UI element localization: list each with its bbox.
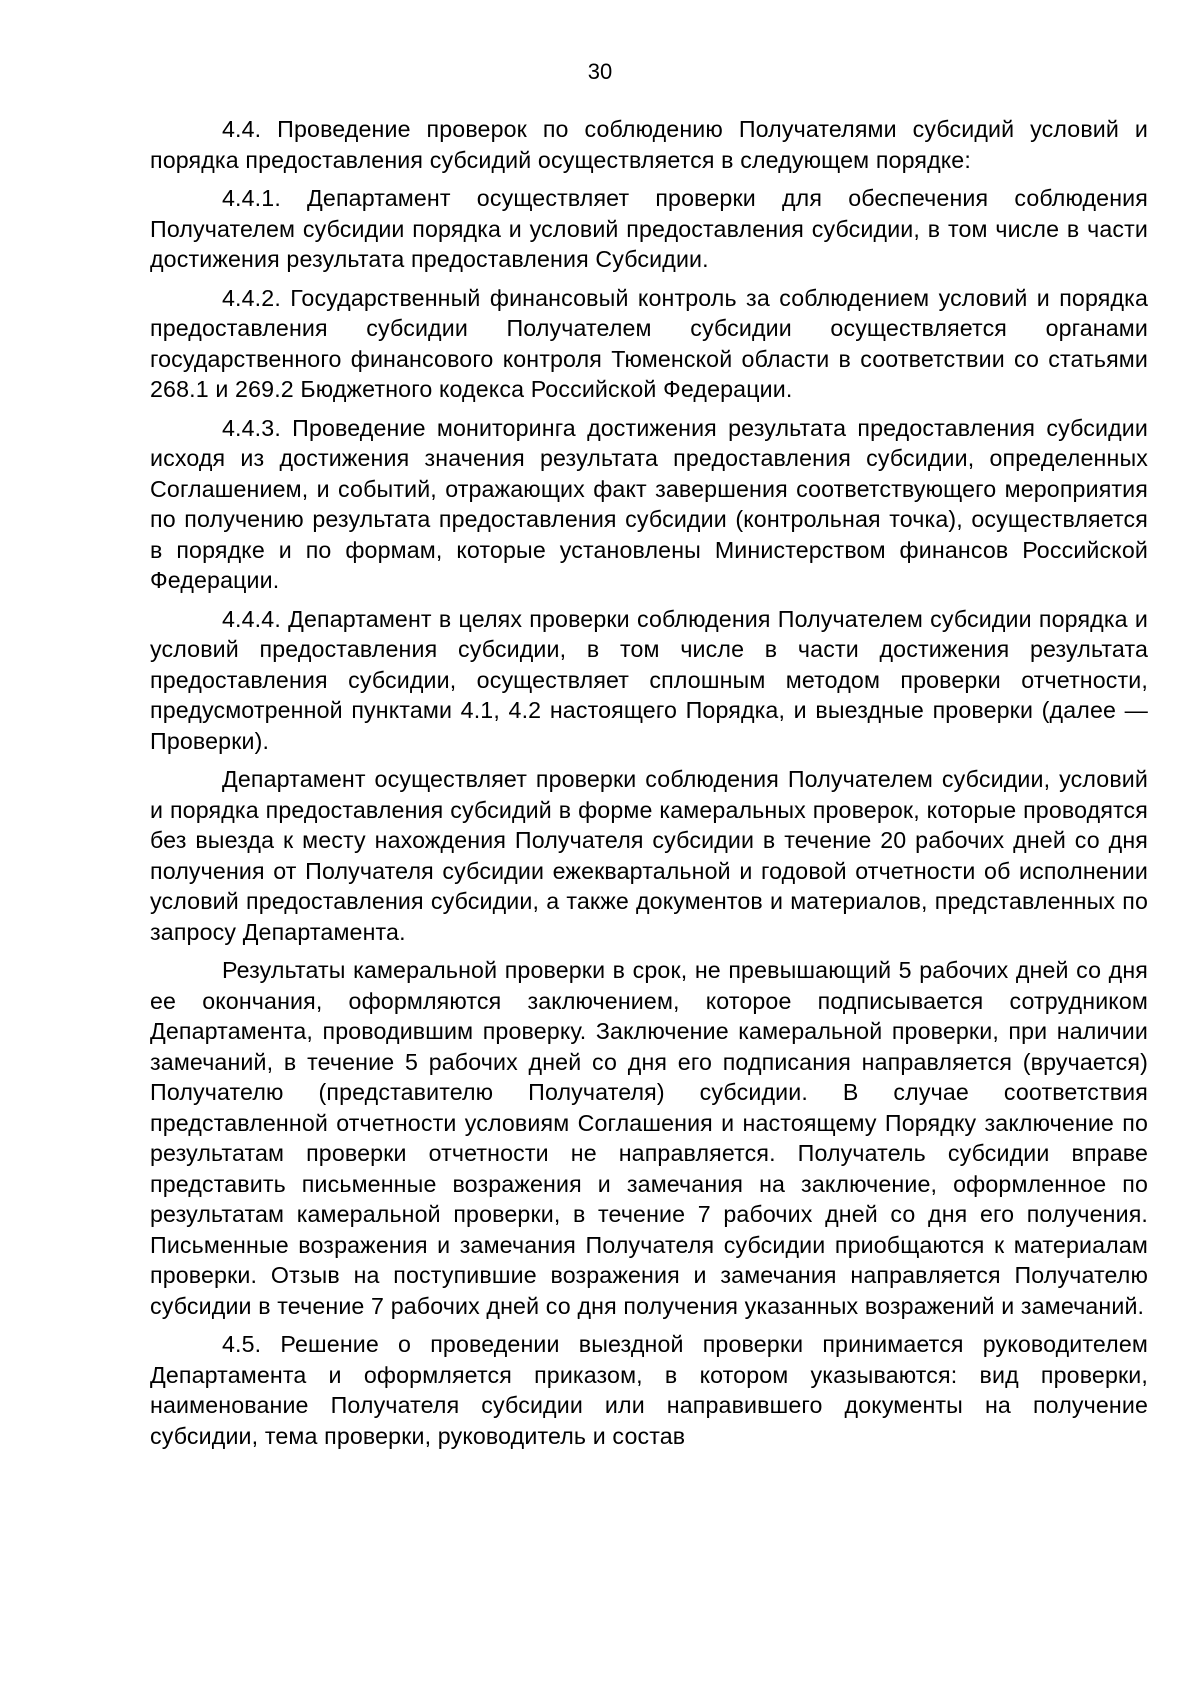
paragraph-4-4-4: 4.4.4. Департамент в целях проверки соблюдения Получателем субсидии порядка и условий предоставления субсидии, в том числе в части достижения результата предоставления субсидии, осуществляет сплошным методом проверки отчетности, предусмотренной пунктами 4.1, 4.2 настоящего Порядка, и выездные проверки (далее — Проверки). (150, 605, 1148, 754)
paragraph-4-4: 4.4. Проведение проверок по соблюдению Получателями субсидий условий и порядка предоставления субсидий осуществляется в следующем порядке: (150, 116, 1148, 173)
paragraph-4-4-2: 4.4.2. Государственный финансовый контроль за соблюдением условий и порядка предоставления субсидии Получателем субсидии осуществляется органами государственного финансового контроля Тюменской области в соответствии со статьями 268.1 и 269.2 Бюджетного кодекса Российской Федерации. (150, 284, 1148, 402)
paragraph-4-4-3: 4.4.3. Проведение мониторинга достижения результата предоставления субсидии исходя из достижения значения результата предоставления субсидии, определенных Соглашением, и событий, отражающих факт завершения соответствующего мероприятия по получению результата предоставления субсидии (контрольная точка), осуществляется в порядке и по формам, которые установлены Министерством финансов Российской Федерации. (150, 414, 1148, 593)
document-body (150, 114, 1148, 1459)
paragraph-4-4-1: 4.4.1. Департамент осуществляет проверки для обеспечения соблюдения Получателем субсидии порядка и условий предоставления субсидии, в том числе в части достижения результата предоставления Субсидии. (150, 185, 1148, 272)
page-number: 30 (587, 59, 613, 84)
paragraph-desk-audit-results: Результаты камеральной проверки в срок, не превышающий 5 рабочих дней со дня ее окончания, оформляются заключением, которое подписывается сотрудником Департамента, проводившим проверку. Заключение камеральной проверки, при наличии замечаний, в течение 5 рабочих дней со дня его подписания направляется (вручается) Получателю (представителю Получателя) субсидии. В случае соответствия представленной отчетности условиям Соглашения и настоящему Порядку заключение по результатам проверки отчетности не направляется. Получатель субсидии вправе представить письменные возражения и замечания на заключение, оформленное по результатам камеральной проверки, в течение 7 рабочих дней со дня его получения. Письменные возражения и замечания Получателя субсидии приобщаются к материалам проверки. Отзыв на поступившие возражения и замечания направляется Получателю субсидии в течение 7 рабочих дней со дня получения указанных возражений и замечаний. (150, 957, 1148, 1319)
paragraph-4-5: 4.5. Решение о проведении выездной проверки принимается руководителем Департамента и оформляется приказом, в котором указываются: вид проверки, наименование Получателя субсидии или направившего документы на получение субсидии, тема проверки, руководитель и состав (150, 1331, 1148, 1449)
paragraph-desk-audit: Департамент осуществляет проверки соблюдения Получателем субсидии, условий и порядка предоставления субсидий в форме камеральных проверок, которые проводятся без выезда к месту нахождения Получателя субсидии в течение 20 рабочих дней со дня получения от Получателя субсидии ежеквартальной и годовой отчетности об исполнении условий предоставления субсидии, а также документов и материалов, представленных по запросу Департамента. (150, 766, 1148, 945)
